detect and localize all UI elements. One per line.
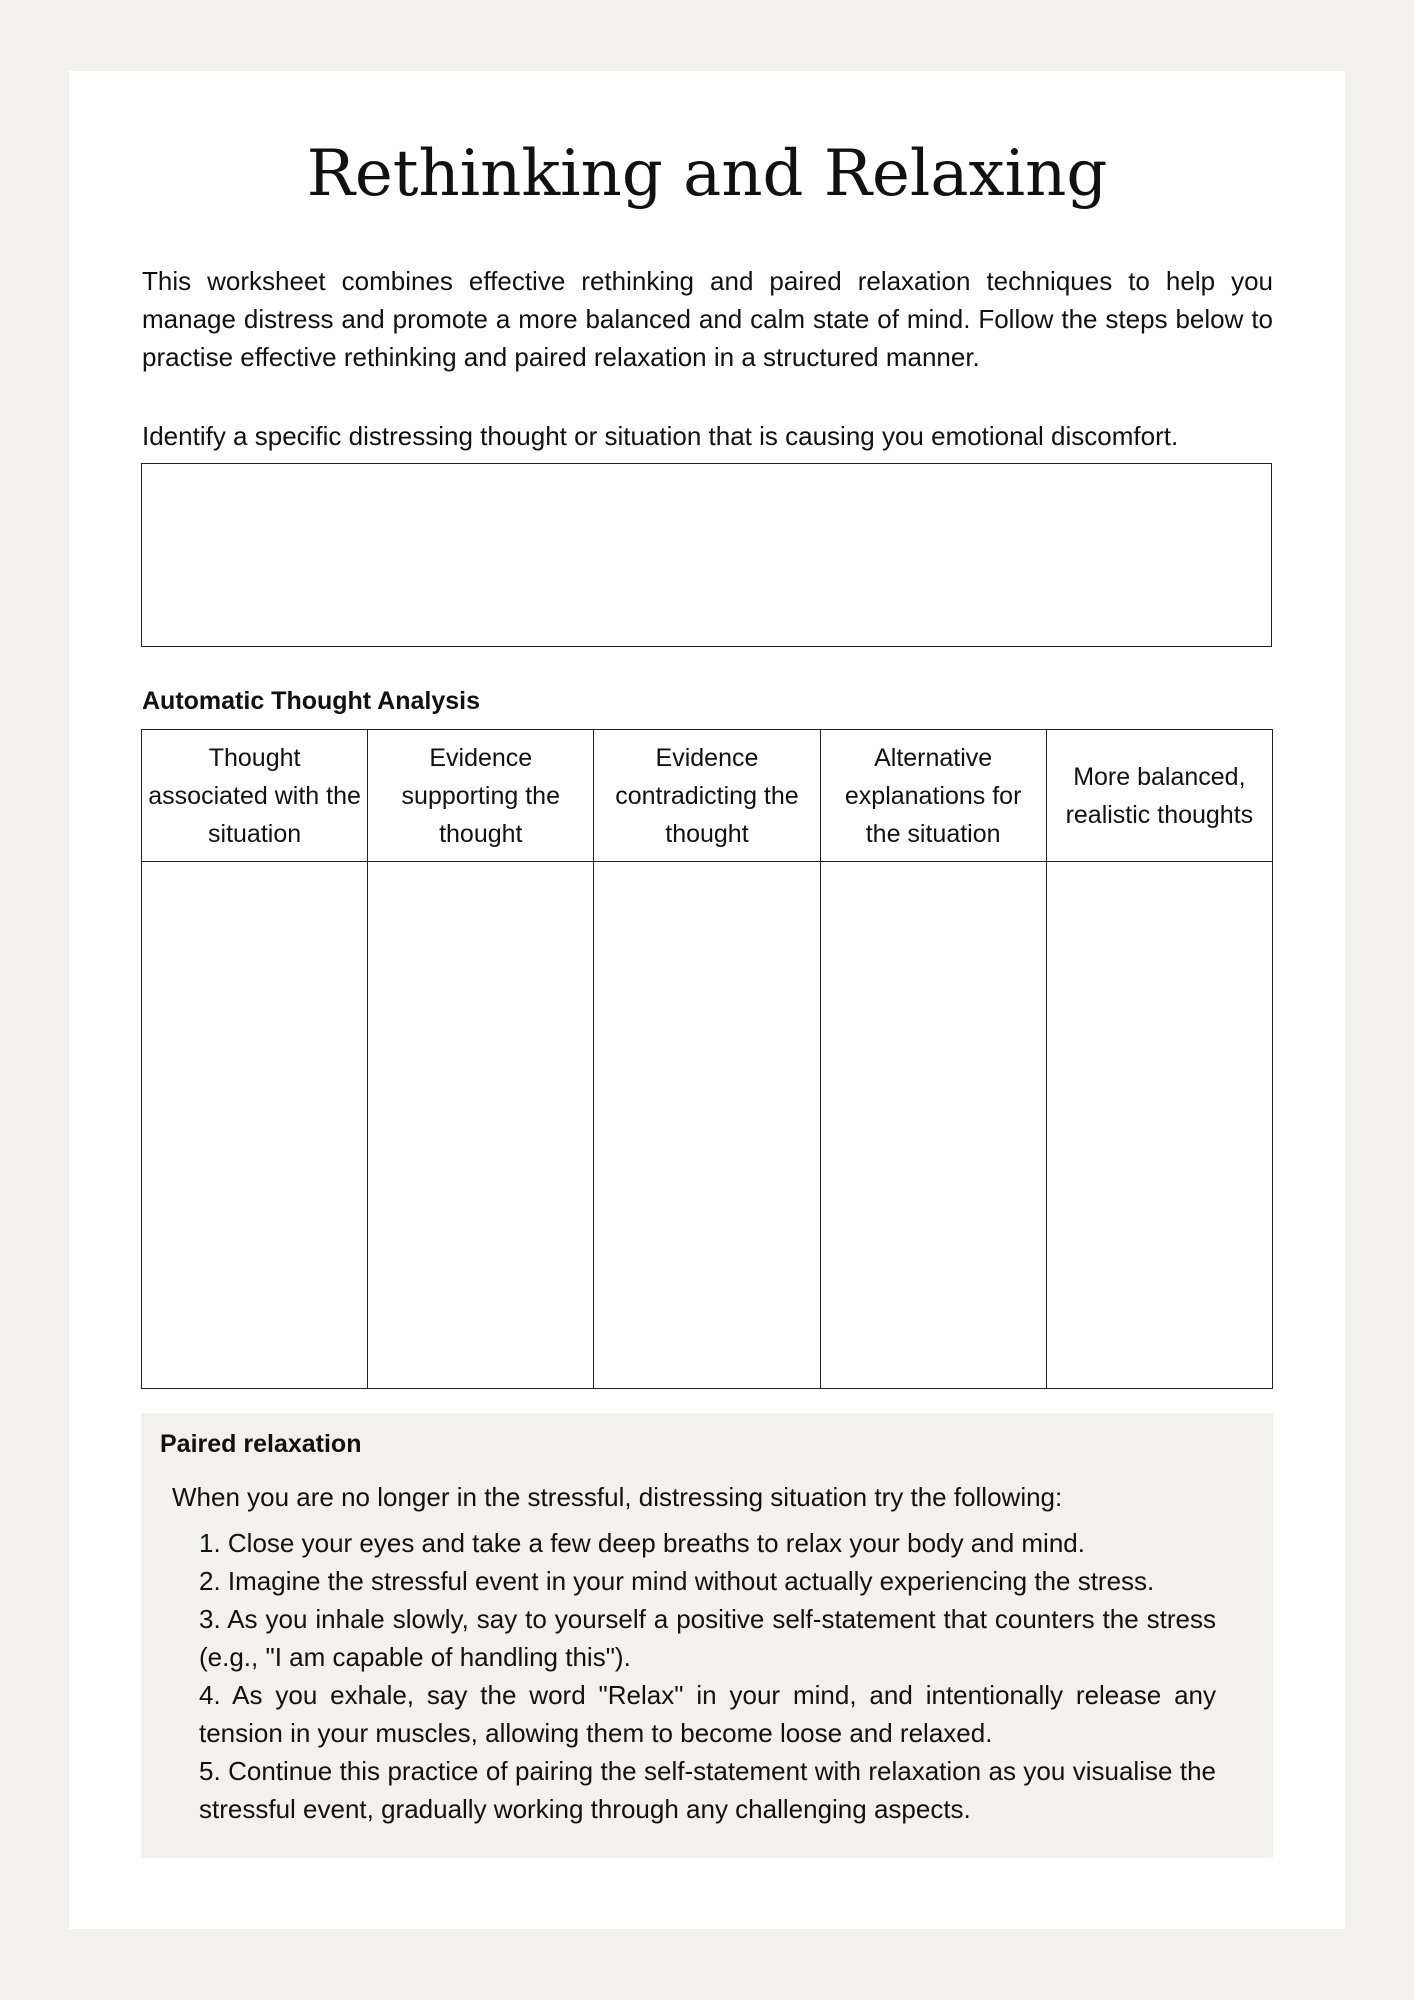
- relaxation-title: Paired relaxation: [160, 1430, 362, 1458]
- analysis-section-label: Automatic Thought Analysis: [142, 687, 480, 715]
- column-header-alternative-explanations: Alternative explanations for the situation: [820, 730, 1046, 862]
- cell-alternative-explanations[interactable]: [820, 862, 1046, 1389]
- column-header-thought: Thought associated with the situation: [142, 730, 368, 862]
- list-item: 1. Close your eyes and take a few deep breaths to relax your body and mind.: [199, 1528, 1085, 1558]
- column-header-evidence-supporting: Evidence supporting the thought: [368, 730, 594, 862]
- page-title: Rethinking and Relaxing: [306, 137, 1108, 211]
- relaxation-steps-list: [199, 1524, 1216, 1828]
- column-header-balanced-thoughts: More balanced, realistic thoughts: [1046, 730, 1272, 862]
- distressing-thought-answer-box[interactable]: [141, 463, 1272, 647]
- list-item: 5. Continue this practice of pairing the self-statement with relaxation as you visualise the stressful event, gradually working through any challenging aspects.: [199, 1756, 1216, 1824]
- intro-paragraph: This worksheet combines effective rethinking and paired relaxation techniques to help you manage distress and promote a more balanced and calm state of mind. Follow the steps below to practise effective rethinking and paired relaxation in a structured manner.: [142, 266, 1273, 372]
- table-header-row: [142, 730, 1273, 862]
- cell-evidence-contradicting[interactable]: [594, 862, 820, 1389]
- cell-balanced-thoughts[interactable]: [1046, 862, 1272, 1389]
- table-row: [142, 862, 1273, 1389]
- paired-relaxation-panel: [141, 1413, 1273, 1858]
- column-header-evidence-contradicting: Evidence contradicting the thought: [594, 730, 820, 862]
- identify-prompt: Identify a specific distressing thought or situation that is causing you emotional discomfort.: [142, 421, 1179, 451]
- cell-thought[interactable]: [142, 862, 368, 1389]
- automatic-thought-analysis-table: [141, 729, 1273, 1389]
- list-item: 4. As you exhale, say the word "Relax" in your mind, and intentionally release any tension in your muscles, allowing them to become loose and relaxed.: [199, 1680, 1216, 1748]
- relaxation-intro: When you are no longer in the stressful, distressing situation try the following:: [172, 1482, 1063, 1512]
- cell-evidence-supporting[interactable]: [368, 862, 594, 1389]
- list-item: 2. Imagine the stressful event in your mind without actually experiencing the stress.: [199, 1566, 1155, 1596]
- list-item: 3. As you inhale slowly, say to yourself a positive self-statement that counters the stress (e.g., "I am capable of handling this").: [199, 1604, 1216, 1672]
